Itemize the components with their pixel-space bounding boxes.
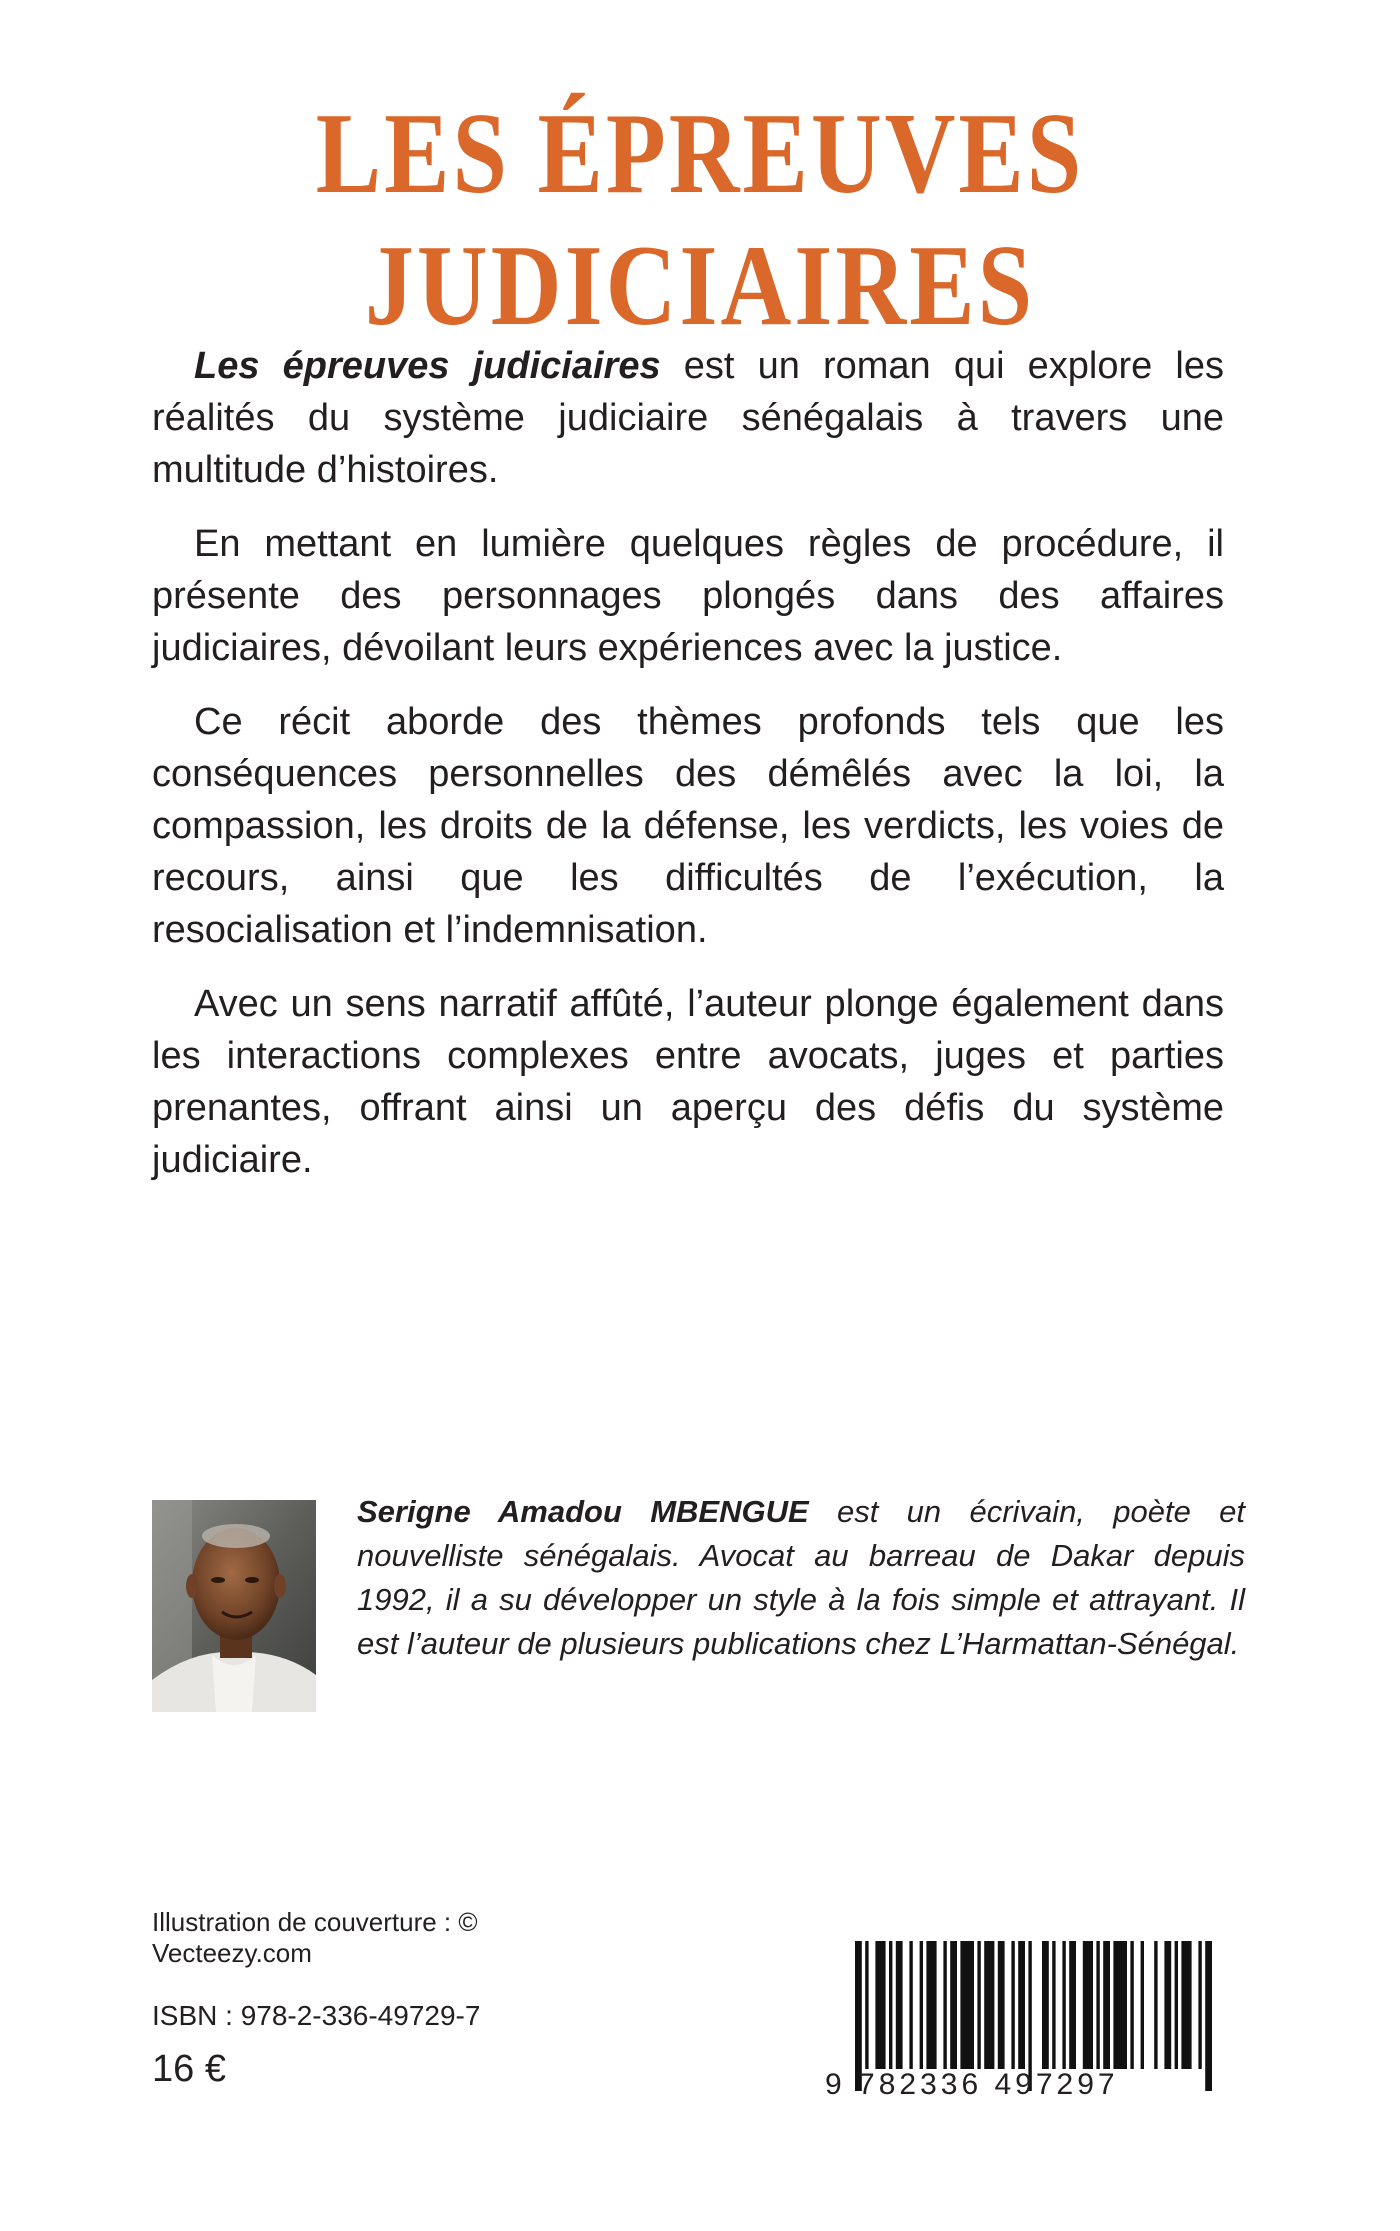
author-bio	[357, 1490, 1245, 1666]
barcode-bar	[984, 1941, 994, 2069]
barcode-bar	[1181, 1941, 1191, 2069]
barcode-bar	[909, 1941, 912, 2069]
barcode-bar	[1096, 1941, 1099, 2069]
book-blurb	[152, 340, 1224, 1208]
barcode-bar	[920, 1941, 923, 2069]
barcode-bar	[1198, 1941, 1201, 2069]
barcode-bar	[950, 1941, 957, 2069]
blurb-paragraph-1-text: est un roman qui explore les réalités du système judiciaire sénégalais à travers une multitude d’histoires.	[152, 345, 1224, 491]
barcode-bar	[1154, 1941, 1157, 2069]
barcode-bar	[1011, 1941, 1014, 2069]
barcode-bar	[896, 1941, 903, 2069]
barcode-bar	[865, 1941, 868, 2069]
barcode-bar	[1113, 1941, 1127, 2069]
barcode-bar	[889, 1941, 892, 2069]
barcode-bar	[1130, 1941, 1133, 2069]
author-photo	[152, 1500, 316, 1712]
barcode-bar	[998, 1941, 1005, 2069]
barcode-bar	[977, 1941, 980, 2069]
barcode-digits: 9 782336 497297	[825, 2068, 1119, 2101]
barcode-bar	[926, 1941, 936, 2069]
author-bio-text: est un écrivain, poète et nouvelliste sénégalais. Avocat au barreau de Dakar depuis 1992, il a su développer un style à la fois simple et attrayant. Il est l’auteur de plusieurs publications chez L’Harmattan-Sénégal.	[357, 1494, 1246, 1661]
barcode-bar	[1175, 1941, 1178, 2069]
blurb-book-title: Les épreuves judiciaires	[194, 345, 661, 387]
isbn: ISBN : 978-2-336-49729-7	[152, 2000, 481, 2031]
barcode-bar	[1141, 1941, 1144, 2069]
book-title: LES ÉPREUVES JUDICIAIRES	[315, 90, 1085, 350]
barcode-bar	[943, 1941, 946, 2069]
barcode-bar	[1062, 1941, 1065, 2069]
author-name: Serigne Amadou MBENGUE	[357, 1494, 809, 1529]
barcode-bar	[1052, 1941, 1055, 2069]
blurb-paragraph-4: Avec un sens narratif affûté, l’auteur plonge également dans les interactions complexes entre avocats, juges et parties prenantes, offrant ainsi un aperçu des défis du système judiciaire.	[152, 983, 1224, 1181]
barcode-bar	[1103, 1941, 1110, 2069]
barcode-bar	[1018, 1941, 1025, 2069]
blurb-paragraph-3: Ce récit aborde des thèmes profonds tels que les conséquences personnelles des démêlés avec la loi, la compassion, les droits de la défense, les verdicts, les voies de recours, ainsi que les difficultés de l’exécution, la resocialisation et l’indemnisation.	[152, 701, 1224, 951]
barcode-bar	[960, 1941, 974, 2069]
barcode-bar	[1042, 1941, 1049, 2069]
author-portrait-image	[152, 1500, 316, 1712]
price: 16 €	[152, 2048, 226, 2090]
blurb-paragraph-2: En mettant en lumière quelques règles de procédure, il présente des personnages plongés dans des affaires judiciaires, dévoilant leurs expériences avec la justice.	[152, 523, 1224, 669]
barcode-bar	[1164, 1941, 1171, 2069]
blurb-paragraph-1	[152, 340, 1224, 496]
cover-illustration-credit: Illustration de couverture : © Vecteezy.com	[152, 1907, 478, 1968]
barcode-bar	[875, 1941, 885, 2069]
barcode-bar	[1083, 1941, 1093, 2069]
barcode-bar	[1069, 1941, 1076, 2069]
